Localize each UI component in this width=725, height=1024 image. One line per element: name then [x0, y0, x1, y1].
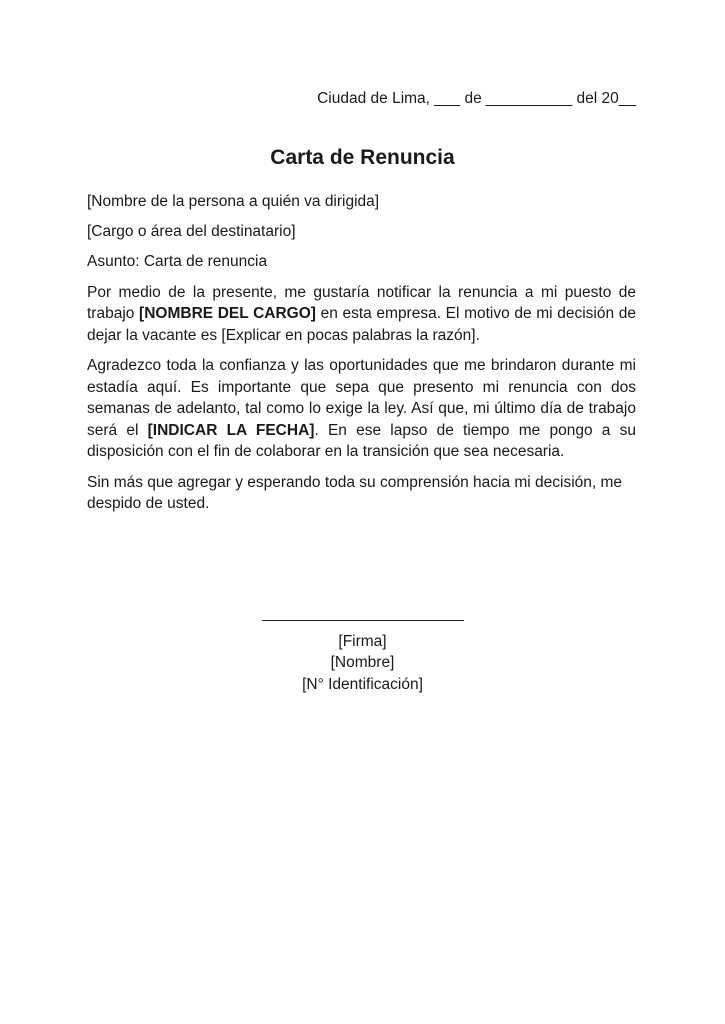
paragraph-gratitude-text-end: . En ese lapso de tiempo me pongo a su disposición con el fin de colaborar en la transición que sea necesaria.: [87, 421, 636, 461]
last-day-placeholder: [INDICAR LA FECHA]: [147, 421, 315, 439]
paragraph-gratitude: [87, 355, 636, 463]
signature-line: [262, 600, 464, 621]
job-title-placeholder: [NOMBRE DEL CARGO]: [139, 305, 316, 323]
letter-title: Carta de Renuncia: [270, 146, 455, 169]
recipient-name: [Nombre de la persona a quién va dirigida]: [87, 193, 380, 210]
signature-identificacion: [N° Identificación]: [302, 675, 423, 693]
signature-nombre: [Nombre]: [330, 654, 395, 672]
subject-line: Asunto: Carta de renuncia: [87, 253, 268, 271]
paragraph-gratitude-text-start: Agradezco toda la confianza y las oportunidades que me brindaron durante mi estadía aquí. Es importante que sepa que presento mi renuncia con dos semanas de adelanto, tal como lo exige la ley. Así que, mi último día de trabajo será el: [87, 356, 636, 439]
date-line: Ciudad de Lima, ___ de __________ del 20__: [317, 90, 636, 107]
recipient-role: [Cargo o área del destinatario]: [87, 223, 296, 241]
paragraph-notice: [87, 282, 636, 347]
letter-body: [87, 191, 636, 523]
paragraph-notice-text-start: Por medio de la presente, me gustaría notificar la renuncia a mi puesto de trabajo: [87, 283, 636, 323]
closing-paragraph: Sin más que agregar y esperando toda su comprensión hacia mi decisión, me despido de usted.: [87, 473, 623, 513]
signature-firma: [Firma]: [338, 632, 387, 650]
paragraph-notice-text-end: en esta empresa. El motivo de mi decisión de dejar la vacante es [Explicar en pocas palabras la razón].: [87, 305, 636, 344]
signature-block: [0, 600, 725, 695]
